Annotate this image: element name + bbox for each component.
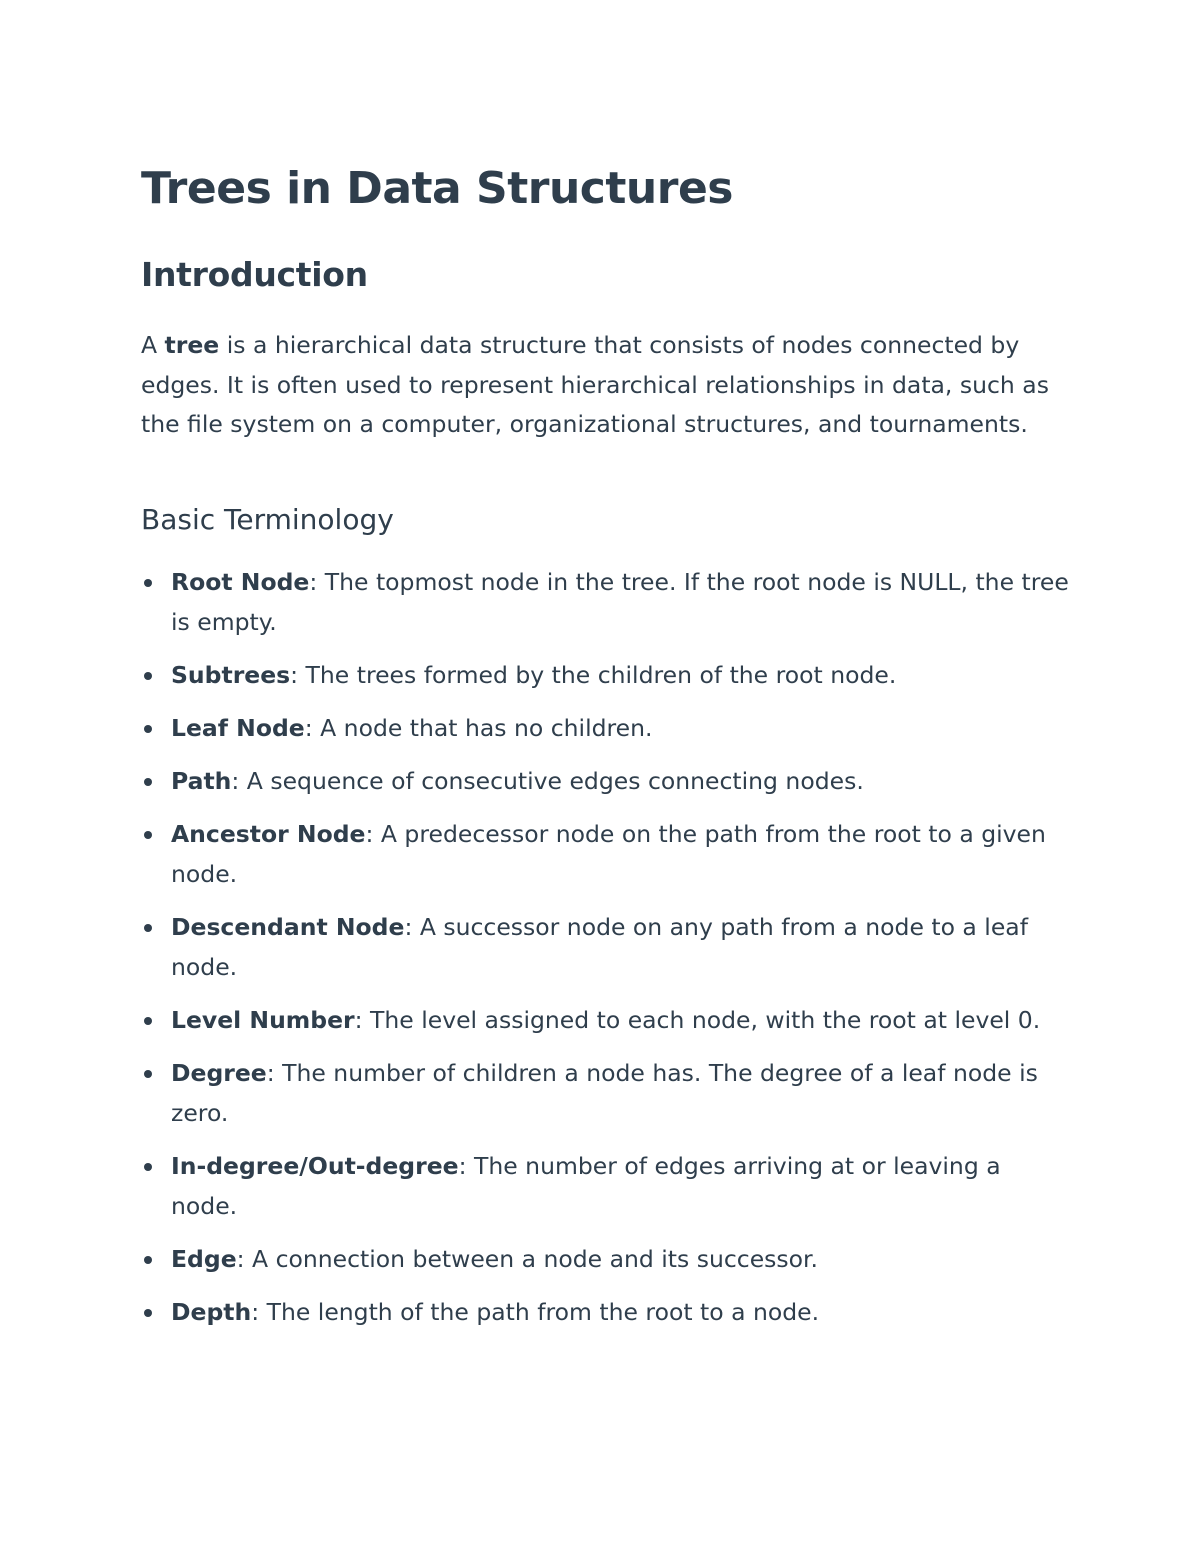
list-item: [141, 1053, 1071, 1133]
term-name: Level Number: [171, 1006, 355, 1034]
term-description: : A successor node on any path from a node to a leaf node.: [171, 913, 1028, 981]
term-description: : The number of edges arriving at or leaving a node.: [171, 1152, 1001, 1220]
subsection-heading-terminology: Basic Terminology: [141, 503, 394, 536]
term-description: : A connection between a node and its successor.: [236, 1245, 819, 1273]
term-description: : A predecessor node on the path from the root to a given node.: [171, 820, 1046, 888]
list-item: [141, 814, 1071, 894]
section-heading-introduction: Introduction: [141, 255, 368, 294]
term-name: Degree: [171, 1059, 267, 1087]
list-item: [141, 761, 1071, 801]
term-description: : The trees formed by the children of the root node.: [290, 661, 897, 689]
list-item: [141, 1146, 1071, 1226]
term-name: Depth: [171, 1298, 252, 1326]
list-item: [141, 708, 1071, 748]
term-name: Root Node: [171, 568, 310, 596]
intro-paragraph: [141, 326, 1071, 445]
page-title: Trees in Data Structures: [141, 163, 733, 214]
list-item: [141, 1239, 1071, 1279]
intro-term: tree: [164, 331, 220, 359]
term-name: Descendant Node: [171, 913, 405, 941]
term-description: : The number of children a node has. The degree of a leaf node is zero.: [171, 1059, 1038, 1127]
term-description: : A sequence of consecutive edges connecting nodes.: [231, 767, 864, 795]
term-description: : The level assigned to each node, with the root at level 0.: [354, 1006, 1041, 1034]
term-name: Path: [171, 767, 232, 795]
intro-text: is a hierarchical data structure that consists of nodes connected by edges. It is often used to represent hierarchical relationships in data, such as the file system on a computer, organizational structures, and tournaments.: [141, 331, 1049, 438]
terminology-list: [141, 562, 1071, 1345]
intro-prefix: A: [141, 331, 165, 359]
list-item: [141, 907, 1071, 987]
term-name: Ancestor Node: [171, 820, 366, 848]
term-description: : The topmost node in the tree. If the root node is NULL, the tree is empty.: [171, 568, 1069, 636]
term-description: : The length of the path from the root to a node.: [251, 1298, 820, 1326]
list-item: [141, 562, 1071, 642]
term-name: Leaf Node: [171, 714, 305, 742]
term-name: In-degree/Out-degree: [171, 1152, 459, 1180]
list-item: [141, 1292, 1071, 1332]
term-name: Subtrees: [171, 661, 291, 689]
term-description: : A node that has no children.: [304, 714, 653, 742]
list-item: [141, 1000, 1071, 1040]
list-item: [141, 655, 1071, 695]
term-name: Edge: [171, 1245, 237, 1273]
